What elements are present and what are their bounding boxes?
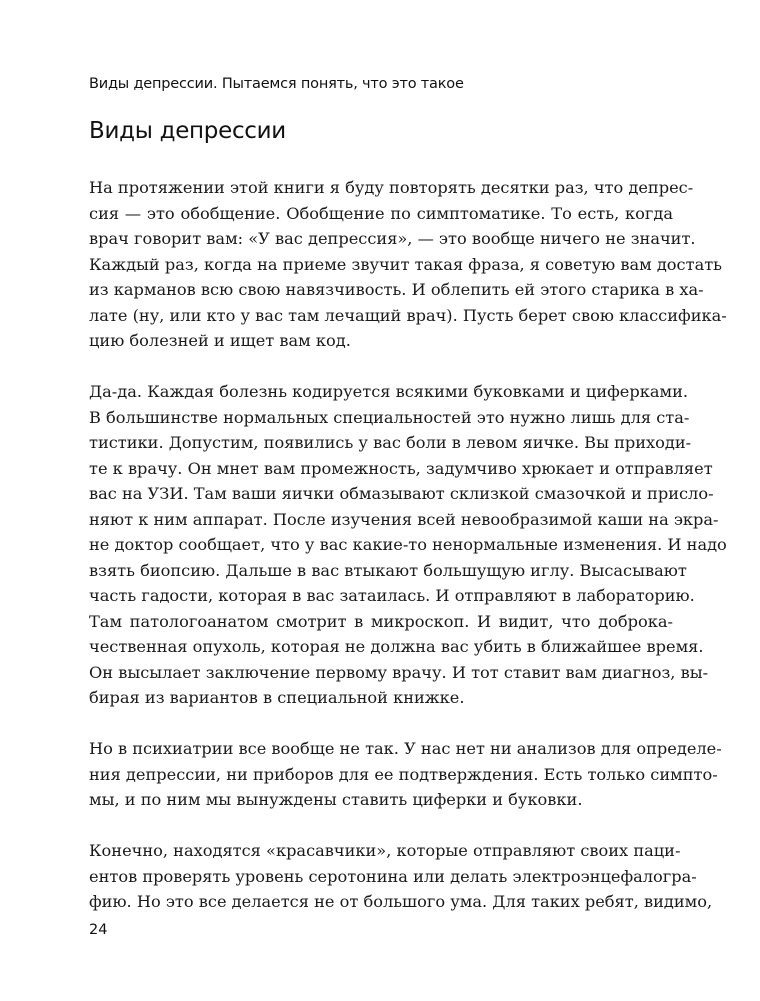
paragraph-gap — [89, 711, 673, 737]
text-line: Да-да. Каждая болезнь кодируется всякими буковками и циферками. — [89, 382, 689, 401]
text-line: няют к ним аппарат. После изучения всей невообразимой каши на экра- — [89, 509, 719, 529]
text-line: На протяжении этой книги я буду повторять десятки раз, что депрес- — [89, 178, 694, 197]
text-line: Он высылает заключение первому врачу. И тот ставит вам диагноз, вы- — [89, 662, 709, 682]
text-line: из карманов всю свою навязчивость. И облепить ей этого старика в ха- — [89, 280, 704, 299]
text-line: бирая из вариантов в специальной книжке. — [89, 688, 465, 707]
text-line: те к врачу. Он мнет вам промежность, задумчиво хрюкает и отправляет — [89, 458, 713, 478]
text-line: Но в психиатрии все вообще не так. У нас нет ни анализов для определе- — [89, 739, 722, 758]
text-line: мы, и по ним мы вынуждены ставить циферки и буковки. — [89, 790, 583, 809]
text-line: ния депрессии, ни приборов для ее подтверждения. Есть только симпто- — [89, 764, 718, 784]
text-line: Каждый раз, когда на приеме звучит такая фраза, я советую вам достать — [89, 254, 722, 274]
text-line: ентов проверять уровень серотонина или делать электроэнцефалогра- — [89, 866, 697, 886]
page-number: 24 — [89, 922, 108, 938]
text-line: Там патологоанатом смотрит в микроскоп. И видит, что доброка- — [89, 611, 673, 631]
text-line: сия — это обобщение. Обобщение по симптоматике. То есть, когда — [89, 203, 673, 223]
text-line: вас на УЗИ. Там ваши яички обмазывают склизкой смазочкой и присло- — [89, 484, 714, 503]
text-line: В большинстве нормальных специальностей это нужно лишь для ста- — [89, 407, 690, 427]
text-line: чественная опухоль, которая не должна вас убить в ближайшее время. — [89, 637, 704, 656]
text-line: не доктор сообщает, что у вас какие-то ненормальные изменения. И надо — [89, 535, 727, 554]
text-line: часть гадости, которая в вас затаилась. И отправляют в лабораторию. — [89, 586, 695, 605]
text-line: врач говорит вам: «У вас депрессия», — это вообще ничего не значит. — [89, 229, 696, 248]
text-line: тистики. Допустим, появились у вас боли в левом яичке. Вы приходи- — [89, 433, 692, 452]
text-line: взять биопсию. Дальше в вас втыкают большущую иглу. Высасывают — [89, 560, 687, 580]
chapter-title: Виды депрессии — [89, 118, 286, 144]
text-line: лате (ну, или кто у вас там лечащий врач). Пусть берет свою классифика- — [89, 305, 727, 325]
body-text — [89, 175, 727, 915]
running-header: Виды депрессии. Пытаемся понять, что это такое — [89, 76, 464, 92]
text-line: Конечно, находятся «красавчики», которые отправляют своих паци- — [89, 841, 681, 860]
text-line: фию. Но это все делается не от большого ума. Для таких ребят, видимо, — [89, 892, 713, 911]
paragraph-gap — [89, 813, 673, 839]
paragraph-gap — [89, 354, 673, 380]
text-line: цию болезней и ищет вам код. — [89, 331, 351, 350]
